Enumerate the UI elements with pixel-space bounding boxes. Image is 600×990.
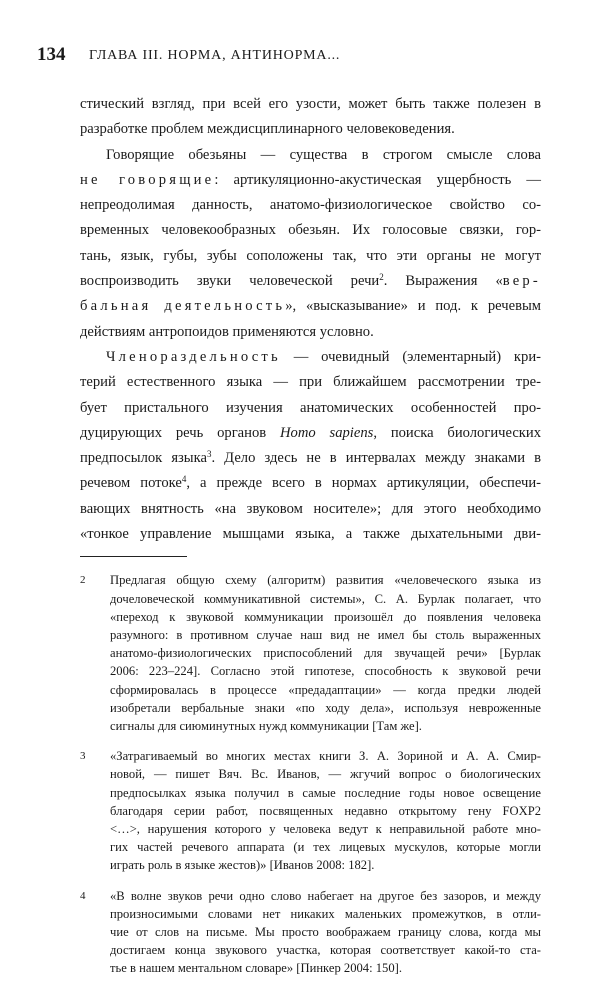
text-line: [80, 345, 541, 370]
footnote: [80, 747, 541, 874]
text-run: . Дело здесь не в интервалах между знаками в: [211, 450, 541, 467]
text-run: , а прежде всего в нормах артикуляции, обеспечи-: [186, 475, 541, 492]
text-line: [80, 471, 541, 496]
footnote-line: предпосылках языка получил в самые последние годы новое освещение: [110, 785, 541, 800]
footnote-line: <…>, нарушения которого у человека ведут к неправильной работе мно-: [110, 821, 541, 836]
footnote-ref[interactable]: 2: [379, 272, 384, 283]
footnote: [80, 887, 541, 978]
text-line: [80, 168, 541, 193]
spaced-emphasis: вер-: [502, 273, 541, 290]
text-run: — очевидный (элементарный) кри-: [280, 348, 541, 365]
footnote-line: чие от слов на письме. Мы просто воображаем границу слова, когда мы: [110, 925, 541, 939]
footnote-body: [110, 887, 541, 978]
footnote-line: сформировалась в процессе «предадаптации» — когда предки людей: [110, 682, 541, 697]
text-line: непреодолимая данность, анатомо-физиологическое свойство со-: [80, 197, 541, 214]
footnote-divider: [80, 556, 187, 557]
text-line: [80, 446, 541, 471]
text-line: тань, язык, губы, зубы соположены так, что эти органы не могут: [80, 247, 541, 264]
footnote-line: разумного: в противном случае наш вид не имел бы столь выраженных: [110, 627, 541, 642]
text-line: разработке проблем междисциплинарного человековедения.: [80, 121, 455, 138]
footnote-line: гих частей речевого аппарата (и тех лицевых мускулов, которые могли: [110, 840, 541, 855]
footnote-line: 2006: 223–224]. Согласно этой гипотезе, способность к звуковой речи: [110, 664, 541, 679]
main-text: [80, 92, 541, 547]
footnote-number: 2: [80, 574, 86, 587]
footnote-line: достигаем конца звукового участка, которая соответствует какой-то ста-: [110, 943, 541, 958]
text-line: [80, 294, 541, 319]
footnote-line: изобретали вербальные знаки «по ходу дела», используя невроженные: [110, 700, 541, 715]
text-run: », «высказывание» и под. к речевым: [285, 298, 541, 315]
spaced-emphasis: не говорящие: [80, 171, 215, 188]
footnote-line: дочеловеческой коммуникативной системы», С. А. Бурлак полагает, что: [110, 591, 541, 606]
text-line: [80, 421, 541, 446]
footnote-line: произносимыми словами нет никаких маленьких промежутков, в отли-: [110, 906, 541, 921]
text-run: речевом потоке: [80, 475, 182, 492]
text-run: . Выражения «: [383, 273, 503, 290]
text-line: действиям антропоидов применяются условно.: [80, 323, 374, 340]
footnote-line: «Затрагиваемый во многих местах книги З. А. Зориной и А. А. Смир-: [110, 749, 541, 764]
running-head: ГЛАВА III. НОРМА, АНТИНОРМА...: [89, 48, 341, 63]
footnote-line: Предлагая общую схему (алгоритм) развития «человеческого языка из: [110, 573, 541, 588]
page-number: 134: [37, 44, 66, 65]
footnote-number: 4: [80, 889, 86, 902]
text-run: : артикуляционно-акустическая ущербность —: [214, 171, 541, 188]
footnotes: [80, 571, 541, 977]
text-run: дуцирующих речь органов: [80, 424, 281, 441]
text-run: воспроизводить звуки человеческой речи: [80, 273, 380, 290]
footnote-ref[interactable]: 4: [181, 474, 187, 485]
spaced-emphasis: Членораздельность: [106, 348, 281, 365]
text-run: предпосылок языка: [80, 450, 207, 467]
text-line: вающих внятность «на звуковом носителе»; для этого необходимо: [80, 500, 541, 517]
footnote-ref[interactable]: 3: [206, 449, 212, 460]
text-line: Говорящие обезьяны — существа в строгом смысле слова: [106, 146, 541, 163]
footnote-line: новой, — пишет Вяч. Вс. Иванов, — жгучий вопрос о биологических: [110, 767, 541, 782]
page-header: [37, 44, 560, 70]
footnote: [80, 571, 541, 735]
footnote-line: «В волне звуков речи одно слово набегает на другое без зазоров, и между: [110, 888, 541, 903]
footnote-line: играть роль в языке жестов)» [Иванов 2008: 182].: [110, 858, 375, 873]
footnote-line: сигналы для сиюминутных нужд коммуникации [Там же].: [110, 718, 422, 733]
footnote-line: анатомо-физиологических приспособлений для звучащей речи» [Бурлак: [110, 646, 541, 661]
latin-term: Homo sapiens: [280, 424, 374, 441]
text-line: стический взгляд, при всей его узости, может быть также полезен в: [80, 96, 541, 112]
text-line: терий естественного языка — при ближайшем рассмотрении тре-: [80, 374, 541, 391]
spaced-emphasis: бальная деятельность: [80, 298, 286, 315]
body-text: [80, 92, 541, 990]
footnote-line: благодаря серии работ, посвященных недавно открытому гену FOXP2: [110, 803, 541, 818]
text-run: , поиска биологических: [373, 424, 541, 441]
text-line: [80, 269, 541, 294]
text-line: «тонкое управление мышцами языка, а также дыхательными дви-: [80, 526, 541, 543]
footnote-body: [110, 747, 541, 874]
footnote-line: «переход к звуковой коммуникации произошёл до появления человека: [110, 609, 541, 624]
text-line: временных человекообразных обезьян. Их голосовые связки, гор-: [80, 222, 541, 239]
text-line: бует пристального изучения анатомических особенностей про-: [80, 399, 541, 416]
footnote-line: тье в нашем ментальном словаре» [Пинкер 2004: 150].: [110, 961, 402, 976]
footnote-number: 3: [80, 750, 86, 763]
footnote-body: [110, 571, 541, 735]
